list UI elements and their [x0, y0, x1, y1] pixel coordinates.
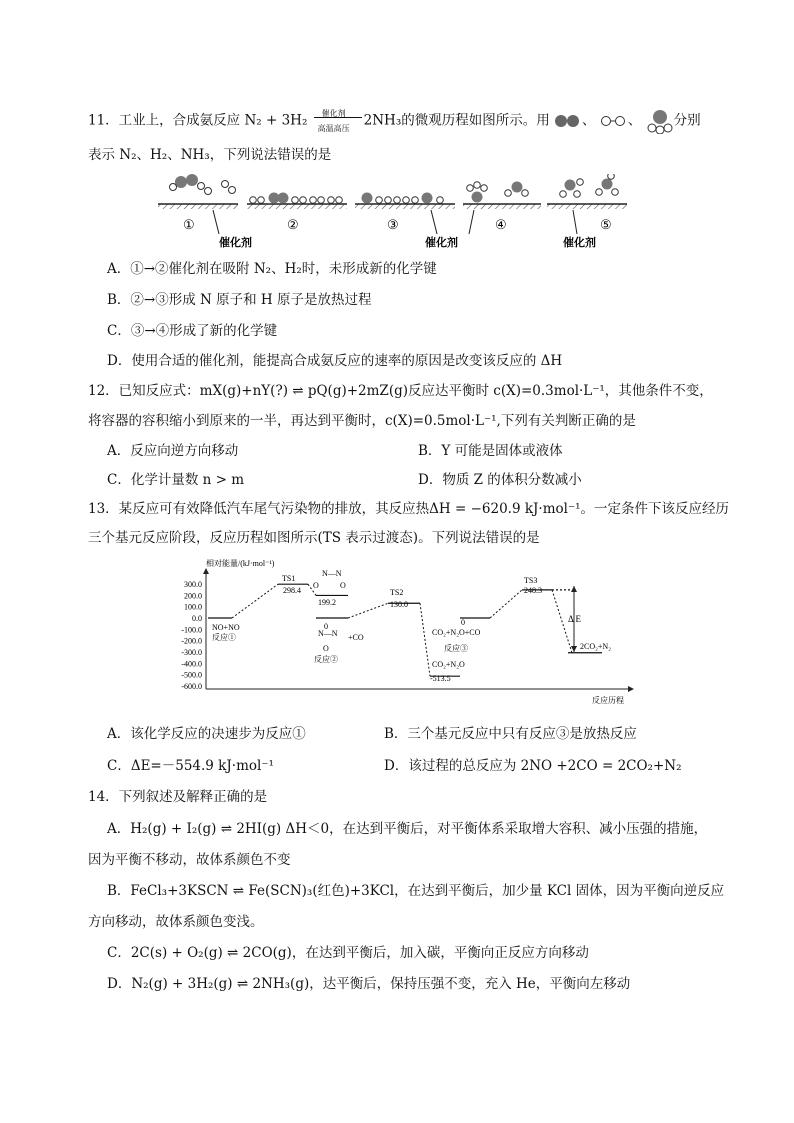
stage-label-5: ⑤: [600, 218, 612, 233]
pathway-connector: [348, 603, 388, 618]
q12-stem-line1: 12．已知反应式：mX(g)+nY(?) ⇌ pQ(g)+2mZ(g)反应达平衡时 c(X)=0.3mol·L⁻¹，其他条件不变，: [88, 383, 713, 399]
ring-o-2: O: [340, 581, 346, 590]
y-axis-arrow-icon: [203, 568, 209, 574]
label-co2-n2o-co: CO₂+N₂O+CO: [432, 628, 481, 637]
equilibrium-arrow-icon: [314, 117, 362, 118]
q13-stem-line1: 13．某反应可有效降低汽车尾气污染物的排放，其反应热ΔH = −620.9 kJ·mol⁻¹。一定条件下该反应经历: [88, 501, 730, 517]
delta-e-arrowhead-top-icon: [571, 586, 577, 592]
ring-o-1: O: [313, 581, 319, 590]
label-ts1: TS1: [282, 574, 296, 583]
q11-stem-part4: 、: [627, 112, 642, 129]
q14-option-d: D．N₂(g) + 3H₂(g) ⇌ 2NH₃(g)，达平衡后，保持压强不变，充入 He，平衡向左移动: [107, 976, 631, 992]
y-tick-label: -200.0: [181, 636, 202, 646]
value-intermediate: 199.2: [318, 598, 336, 607]
q14-stem: 14．下列叙述及解释正确的是: [88, 789, 268, 805]
zero-label-2: 0: [324, 622, 328, 631]
pathway-connector: [420, 603, 430, 676]
q11-option-b: B．②→③形成 N 原子和 H 原子是放热过程: [107, 292, 372, 308]
q11-option-d: D．使用合适的催化剂，能提高合成氨反应的速率的原因是改变该反应的 ΔH: [107, 353, 563, 369]
y-tick-label: -400.0: [181, 659, 202, 669]
delta-e-label: Δ E: [568, 614, 582, 624]
y-tick-label: -500.0: [181, 670, 202, 680]
q13-option-b: B．三个基元反应中只有反应③是放热反应: [384, 726, 637, 742]
label-reaction2: 反应②: [314, 655, 338, 664]
q13-stem-line2: 三个基元反应阶段，反应历程如图所示(TS 表示过渡态)。下列说法错误的是: [88, 530, 540, 546]
o-label-2: O: [323, 644, 329, 653]
value-ts3: 248.3: [524, 586, 542, 595]
q14-option-a-line2: 因为平衡不移动，故体系颜色不变: [88, 852, 291, 868]
catalyst-surface-3: [355, 204, 455, 209]
q12-option-c: C．化学计量数 n > m: [107, 472, 245, 488]
q14-option-b-line1: B．FeCl₃+3KSCN ⇌ Fe(SCN)₃(红色)+3KCl，在达到平衡后，加少量 KCl 固体，因为平衡向逆反应: [107, 883, 725, 899]
stage-label-2: ②: [287, 218, 299, 233]
reaction-arrow: [312, 108, 364, 133]
catalyst-label-3: 催化剂: [425, 236, 458, 249]
q14-option-a-line1: A．H₂(g) + I₂(g) ⇌ 2HI(g) ΔH＜0，在达到平衡后，对平衡体系采取增大容积、减小压强的措施，: [107, 821, 708, 837]
q12-option-b: B．Y 可能是固体或液体: [418, 443, 563, 459]
stage-label-4: ④: [495, 218, 507, 233]
label-ts3: TS3: [524, 576, 538, 585]
catalyst-surface-1: [158, 204, 238, 209]
label-reaction3: 反应③: [444, 644, 468, 653]
stage2-molecules: [250, 193, 343, 204]
y-tick-label: 300.0: [184, 580, 202, 589]
q11-option-c: C．③→④形成了新的化学键: [107, 323, 278, 339]
label-reaction1: 反应①: [212, 633, 236, 642]
y-tick-label: 200.0: [184, 591, 202, 601]
value-ts2: 130.0: [390, 600, 408, 609]
value-ts1: 298.4: [283, 586, 301, 595]
x-axis-arrow-icon: [628, 686, 634, 692]
stage-label-3: ③: [387, 218, 399, 233]
chart-ylabel: 相对能量/(kJ·mol⁻¹): [206, 559, 275, 568]
arrow-bottom-label: 高温高压: [317, 124, 350, 133]
q11-stem-part2: 2NH₃的微观历程如图所示。用: [363, 112, 550, 129]
nn-ring-top: N—N: [322, 569, 342, 578]
label-ts2: TS2: [390, 588, 404, 597]
nh3-molecule-icon: [646, 108, 674, 134]
q11-figure: [155, 174, 645, 250]
value-min: -513.5: [430, 674, 451, 683]
arrow-top-label: 催化剂: [321, 109, 346, 118]
q13-option-c: C．ΔE=－554.9 kJ·mol⁻¹: [107, 758, 274, 774]
catalyst-pointer-1: [213, 210, 219, 234]
y-tick-label: -100.0: [181, 625, 202, 635]
q11-stem-part1: 11．工业上，合成氨反应 N₂ + 3H₂: [88, 112, 312, 129]
label-co2-n2o: CO₂+N₂O: [432, 660, 465, 669]
q11-stem-part3: 、: [582, 112, 596, 129]
q12-option-a: A．反应向逆方向移动: [107, 443, 239, 459]
stage1-molecules: [170, 174, 236, 195]
q14-option-b-line2: 方向移动，故体系颜色变浅。: [88, 914, 264, 930]
plus-co: +CO: [348, 633, 364, 642]
q13-option-d: D．该过程的总反应为 2NO +2CO = 2CO₂+N₂: [384, 758, 682, 774]
catalyst-surface-5: [547, 204, 627, 209]
q11-stem-line2: 表示 N₂、H₂、NH₃，下列说法错误的是: [88, 147, 332, 163]
label-nono: NO+NO: [212, 623, 240, 632]
q12-option-d: D．物质 Z 的体积分数减小: [418, 472, 582, 488]
q13-option-a: A．该化学反应的决速步为反应①: [107, 726, 306, 742]
y-tick-label: -600.0: [181, 682, 202, 691]
stage4-molecules: [467, 182, 529, 203]
y-tick-label: -300.0: [181, 648, 202, 657]
stage3-molecules: [362, 193, 444, 204]
y-tick-label: 0.0: [192, 614, 202, 623]
q11-option-a: A．①→②催化剂在吸附 N₂、H₂时，未形成新的化学键: [107, 261, 437, 277]
q12-stem-line2: 将容器的容积缩小到原来的一半，再达到平衡时，c(X)=0.5mol·L⁻¹,下列有关判断正确的是: [88, 413, 636, 429]
energy-profile-chart: [168, 556, 638, 706]
label-2co2-n2: 2CO₂+N₂: [580, 642, 611, 651]
zero-label-3: 0: [461, 618, 465, 627]
catalyst-pointer-3: [431, 210, 437, 234]
y-tick-label: 100.0: [184, 602, 202, 612]
n2-molecule-icon: [554, 114, 582, 128]
h2-molecule-icon: [600, 114, 628, 128]
q11-stem-line1: [88, 108, 701, 134]
catalyst-pointer-5: [573, 210, 577, 234]
catalyst-surface-2: [247, 204, 347, 209]
catalyst-label-5: 催化剂: [563, 236, 596, 249]
q14-option-c: C．2C(s) + O₂(g) ⇌ 2CO(g)，在达到平衡后，加入碳，平衡向正反应方向移动: [107, 945, 589, 961]
stage5-molecules: [560, 174, 619, 197]
catalyst-surface-4: [463, 204, 541, 209]
catalyst-label-1: 催化剂: [219, 236, 252, 249]
nn-bond-2: N—N: [318, 629, 338, 638]
catalyst-pointer-4: [469, 210, 474, 234]
pathway-connector: [490, 590, 522, 618]
stage-label-1: ①: [183, 218, 195, 233]
chart-xlabel: 反应历程: [592, 696, 624, 705]
pathway-connector: [232, 584, 278, 618]
q11-stem-part5: 分别: [673, 112, 701, 129]
